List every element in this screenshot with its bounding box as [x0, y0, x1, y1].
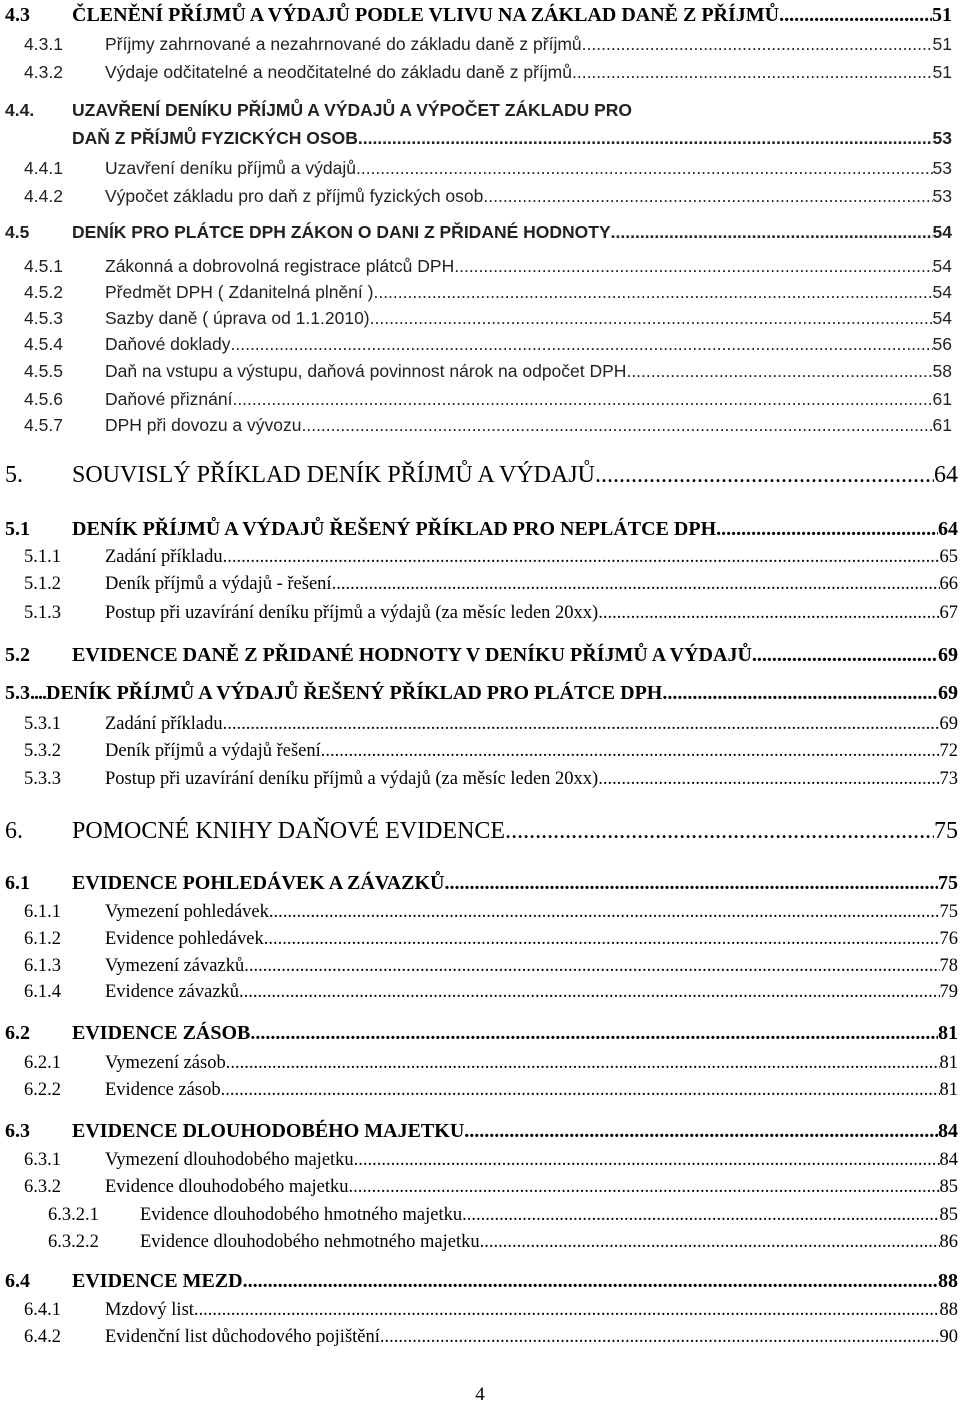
toc-entry-page: 85	[939, 1205, 958, 1225]
toc-entry-page: 56	[932, 334, 952, 354]
toc-dot-leader	[194, 1300, 940, 1321]
toc-dot-leader	[505, 818, 934, 845]
toc-entry[interactable]	[5, 1022, 958, 1045]
toc-entry[interactable]	[5, 462, 958, 489]
toc-entry-title: EVIDENCE DLOUHODOBÉHO MAJETKU	[72, 1120, 465, 1142]
toc-dot-leader	[370, 308, 933, 329]
toc-dot-leader	[264, 929, 940, 950]
toc-entry-title: Evidence pohledávek	[105, 929, 264, 949]
toc-entry-title: DENÍK PŘÍJMŮ A VÝDAJŮ ŘEŠENÝ PŘÍKLAD PRO NEPLÁTCE DPH	[72, 518, 717, 540]
toc-entry-number: 6.3.2	[24, 1177, 61, 1197]
toc-entry-number: 6.1.4	[24, 982, 61, 1002]
toc-entry-title: Vymezení závazků	[105, 956, 245, 976]
toc-entry-title: Evidence závazků	[105, 982, 240, 1002]
toc-entry-number: 6.4.1	[24, 1300, 61, 1320]
toc-entry-number: 4.5.4	[24, 334, 63, 354]
toc-dot-leader	[243, 1270, 938, 1293]
toc-entry[interactable]	[24, 62, 952, 83]
toc-entry-page: 61	[932, 389, 952, 409]
toc-entry[interactable]	[24, 308, 952, 329]
toc-entry-title: DENÍK PRO PLÁTCE DPH ZÁKON O DANI Z PŘIDANÉ HODNOTY	[72, 222, 611, 242]
toc-dot-leader	[582, 34, 933, 55]
toc-entry[interactable]	[24, 1053, 958, 1074]
toc-entry-page: 75	[934, 818, 958, 844]
toc-entry[interactable]	[24, 1300, 958, 1321]
toc-entry[interactable]	[24, 34, 952, 55]
toc-entry-title: UZAVŘENÍ DENÍKU PŘÍJMŮ A VÝDAJŮ A VÝPOČET ZÁKLADU PRO	[72, 100, 633, 120]
toc-entry-page: 66	[939, 574, 958, 594]
toc-dot-leader	[356, 158, 933, 179]
toc-entry[interactable]	[24, 282, 952, 303]
toc-entry-page: 67	[939, 603, 958, 623]
toc-entry[interactable]	[24, 603, 958, 624]
toc-dot-leader	[349, 1177, 940, 1198]
toc-entry-title: Evidence dlouhodobého nehmotného majetku	[140, 1232, 480, 1252]
toc-entry-title: SOUVISLÝ PŘÍKLAD DENÍK PŘÍJMŮ A VÝDAJŮ	[72, 462, 595, 488]
toc-entry-title: Deník příjmů a výdajů - řešení	[105, 574, 332, 594]
toc-entry[interactable]	[24, 389, 952, 410]
toc-entry-number: 4.5.2	[24, 282, 63, 302]
toc-dot-leader	[598, 603, 939, 624]
toc-dot-leader	[716, 518, 938, 541]
toc-entry[interactable]	[5, 518, 958, 541]
toc-dot-leader	[626, 361, 932, 382]
toc-entry[interactable]	[24, 415, 952, 436]
toc-entry-page: 85	[939, 1177, 958, 1197]
toc-entry-page: 78	[939, 956, 958, 976]
toc-dot-leader	[483, 186, 932, 207]
toc-dot-leader	[250, 1022, 938, 1045]
toc-entry-page: 81	[939, 1053, 958, 1073]
toc-entry-page: 65	[939, 547, 958, 567]
toc-entry[interactable]	[24, 547, 958, 568]
toc-entry-number: 5.3.2	[24, 741, 61, 761]
toc-entry-number: 6.1	[5, 872, 30, 894]
toc-dot-leader	[232, 389, 932, 410]
toc-entry-number: 4.5.1	[24, 256, 63, 276]
toc-entry[interactable]	[24, 186, 952, 207]
toc-entry-title: ČLENĚNÍ PŘÍJMŮ A VÝDAJŮ PODLE VLIVU NA ZÁKLAD DANĚ Z PŘÍJMŮ	[72, 4, 780, 26]
toc-entry-number: 6.1.1	[24, 902, 61, 922]
toc-entry-title: Evidence zásob	[105, 1080, 221, 1100]
toc-entry-number: 4.3	[5, 4, 30, 26]
toc-entry-number: 4.5.6	[24, 389, 63, 409]
toc-entry[interactable]	[24, 334, 952, 355]
toc-dot-leader	[598, 769, 939, 790]
toc-entry-number: 6.1.3	[24, 956, 61, 976]
toc-entry-number: 5.3.3	[24, 769, 61, 789]
toc-entry-title: Uzavření deníku příjmů a výdajů	[105, 158, 356, 178]
toc-entry-page: 54	[932, 256, 952, 276]
toc-dot-leader	[223, 547, 940, 568]
toc-dot-leader	[373, 282, 932, 303]
toc-entry-number: 5.3	[5, 682, 30, 704]
toc-number-leader: ....	[30, 682, 46, 704]
toc-entry-title: Zadání příkladu	[105, 714, 223, 734]
toc-entry-number: 6.4.2	[24, 1327, 61, 1347]
toc-entry-page: 51	[932, 4, 952, 26]
toc-entry-title: Výpočet základu pro daň z příjmů fyzických osob	[105, 186, 484, 206]
toc-entry-page: 86	[939, 1232, 958, 1252]
toc-entry[interactable]	[24, 256, 952, 277]
toc-entry-page: 64	[938, 518, 958, 540]
toc-entry-page: 53	[932, 128, 952, 148]
toc-entry-page: 75	[939, 902, 958, 922]
page-number: 4	[475, 1384, 485, 1405]
toc-dot-leader	[354, 1150, 940, 1171]
toc-entry[interactable]	[24, 1150, 958, 1171]
toc-entry-title: Deník příjmů a výdajů řešení	[105, 741, 321, 761]
toc-entry-title: Evidence dlouhodobého majetku	[105, 1177, 349, 1197]
toc-entry-title: Vymezení zásob	[105, 1053, 226, 1073]
toc-entry-page: 81	[939, 1080, 958, 1100]
toc-entry-number: 6.3.2.2	[48, 1232, 99, 1252]
toc-entry-number: 4.5.5	[24, 361, 63, 381]
toc-entry[interactable]	[24, 769, 958, 790]
toc-entry[interactable]	[24, 741, 958, 762]
toc-dot-leader	[321, 741, 940, 762]
toc-entry-number: 4.5.7	[24, 415, 63, 435]
toc-entry-page: 84	[938, 1120, 958, 1142]
toc-dot-leader	[462, 1205, 939, 1226]
toc-entry-number: 6.3.1	[24, 1150, 61, 1170]
toc-entry-title: Mzdový list	[105, 1300, 194, 1320]
toc-entry-title: Daňové přiznání	[105, 389, 233, 409]
toc-entry-page: 73	[939, 769, 958, 789]
toc-entry-number: 6.2	[5, 1022, 30, 1044]
toc-entry-number: 6.2.2	[24, 1080, 61, 1100]
toc-entry[interactable]	[5, 1270, 958, 1293]
toc-entry-title: Sazby daně ( úprava od 1.1.2010)	[105, 308, 370, 328]
toc-dot-leader	[454, 256, 932, 277]
toc-entry-page: 69	[938, 682, 958, 704]
toc-entry-title: Postup při uzavírání deníku příjmů a výdajů (za měsíc leden 20xx)	[105, 769, 599, 789]
toc-entry-page: 84	[939, 1150, 958, 1170]
toc-entry-title: EVIDENCE MEZD	[72, 1270, 243, 1292]
toc-entry-number: 4.4.2	[24, 186, 63, 206]
toc-entry[interactable]	[5, 128, 952, 149]
toc-entry[interactable]	[24, 902, 958, 923]
toc-dot-leader	[464, 1120, 938, 1143]
toc-entry-page: 72	[939, 741, 958, 761]
toc-entry-page: 81	[938, 1022, 958, 1044]
toc-entry[interactable]	[5, 1120, 958, 1143]
toc-dot-leader	[358, 128, 933, 149]
toc-dot-leader	[480, 1232, 940, 1253]
toc-entry-number: 6.3	[5, 1120, 30, 1142]
toc-entry-number: 6.	[5, 818, 23, 844]
toc-entry[interactable]	[5, 644, 958, 667]
toc-dot-leader	[231, 334, 933, 355]
toc-dot-leader	[301, 415, 932, 436]
toc-entry[interactable]	[5, 222, 952, 243]
toc-dot-leader	[572, 62, 933, 83]
toc-dot-leader	[595, 462, 934, 489]
toc-entry-title: Předmět DPH ( Zdanitelná plnění )	[105, 282, 374, 302]
toc-entry-page: 58	[932, 361, 952, 381]
toc-entry[interactable]	[5, 818, 958, 845]
toc-entry-page: 54	[932, 282, 952, 302]
toc-entry-number: 4.3.2	[24, 62, 63, 82]
toc-entry-title: Příjmy zahrnované a nezahrnované do základu daně z příjmů	[105, 34, 582, 54]
toc-entry-number: 5.2	[5, 644, 30, 666]
toc-dot-leader	[380, 1327, 940, 1348]
toc-entry-page: 69	[938, 644, 958, 666]
toc-entry-title: DPH při dovozu a vývozu	[105, 415, 302, 435]
toc-entry-page: 61	[932, 415, 952, 435]
toc-entry[interactable]	[48, 1232, 958, 1253]
toc-entry-title: Daň na vstupu a výstupu, daňová povinnost nárok na odpočet DPH	[105, 361, 627, 381]
toc-entry[interactable]	[5, 4, 952, 27]
toc-entry-number: 5.3.1	[24, 714, 61, 734]
toc-entry[interactable]	[5, 872, 958, 895]
toc-entry-title: Vymezení pohledávek	[105, 902, 269, 922]
toc-entry-page: 76	[939, 929, 958, 949]
toc-entry-title: Zadání příkladu	[105, 547, 223, 567]
toc-entry-page: 69	[939, 714, 958, 734]
toc-entry-number: 5.1.2	[24, 574, 61, 594]
toc-entry-number: 5.1.1	[24, 547, 61, 567]
toc-entry-page: 64	[934, 462, 958, 488]
toc-dot-leader	[752, 644, 938, 667]
toc-entry[interactable]	[5, 100, 952, 121]
toc-entry[interactable]	[24, 1080, 958, 1101]
toc-entry-title: Výdaje odčitatelné a neodčitatelné do základu daně z příjmů	[105, 62, 572, 82]
toc-entry-page: 79	[939, 982, 958, 1002]
toc-entry[interactable]	[24, 1177, 958, 1198]
toc-entry-title: DAŇ Z PŘÍJMŮ FYZICKÝCH OSOB	[72, 128, 358, 148]
toc-entry-title: Vymezení dlouhodobého majetku	[105, 1150, 354, 1170]
toc-dot-leader	[223, 714, 940, 735]
toc-entry[interactable]	[24, 1327, 958, 1348]
toc-entry-page: 88	[939, 1300, 958, 1320]
toc-entry-number: 6.4	[5, 1270, 30, 1292]
toc-entry-page: 75	[938, 872, 958, 894]
toc-entry-page: 53	[932, 186, 952, 206]
toc-entry-number: 4.5	[5, 222, 30, 242]
toc-entry-title: Daňové doklady	[105, 334, 231, 354]
toc-entry-number: 4.4.	[5, 100, 35, 120]
toc-entry[interactable]	[24, 714, 958, 735]
toc-dot-leader	[779, 4, 932, 27]
toc-entry[interactable]	[24, 982, 958, 1003]
toc-entry-number: 5.	[5, 462, 23, 488]
toc-entry-page: 54	[932, 222, 952, 242]
toc-dot-leader	[611, 222, 933, 243]
toc-entry-number: 5.1.3	[24, 603, 61, 623]
toc-dot-leader	[226, 1053, 940, 1074]
toc-entry[interactable]	[48, 1205, 958, 1226]
toc-entry[interactable]	[24, 158, 952, 179]
toc-entry-title: EVIDENCE POHLEDÁVEK A ZÁVAZKŮ	[72, 872, 445, 894]
toc-entry-page: 51	[932, 34, 952, 54]
toc-entry-number: 6.1.2	[24, 929, 61, 949]
toc-entry-number: 5.1	[5, 518, 30, 540]
toc-entry-title: EVIDENCE DANĚ Z PŘIDANÉ HODNOTY V DENÍKU PŘÍJMŮ A VÝDAJŮ	[72, 644, 752, 666]
toc-entry-number: 4.5.3	[24, 308, 63, 328]
toc-dot-leader	[244, 956, 939, 977]
toc-entry-title: Zákonná a dobrovolná registrace plátců DPH	[105, 256, 455, 276]
toc-dot-leader	[332, 574, 940, 595]
toc-entry-title: Evidenční list důchodového pojištění	[105, 1327, 380, 1347]
toc-entry-title: EVIDENCE ZÁSOB	[72, 1022, 251, 1044]
toc-dot-leader	[444, 872, 938, 895]
toc-entry-page: 88	[938, 1270, 958, 1292]
toc-entry-title: DENÍK PŘÍJMŮ A VÝDAJŮ ŘEŠENÝ PŘÍKLAD PRO PLÁTCE DPH	[46, 682, 663, 704]
toc-entry[interactable]	[24, 361, 952, 382]
toc-dot-leader	[269, 902, 940, 923]
toc-entry[interactable]	[24, 929, 958, 950]
toc-entry-number: 4.3.1	[24, 34, 63, 54]
toc-entry-title: Evidence dlouhodobého hmotného majetku	[140, 1205, 463, 1225]
toc-dot-leader	[239, 982, 939, 1003]
toc-entry-number: 4.4.1	[24, 158, 63, 178]
toc-entry[interactable]	[24, 956, 958, 977]
toc-entry-page: 51	[932, 62, 952, 82]
toc-entry-title: POMOCNÉ KNIHY DAŇOVÉ EVIDENCE	[72, 818, 506, 844]
toc-entry-page: 54	[932, 308, 952, 328]
toc-entry-title: Postup při uzavírání deníku příjmů a výdajů (za měsíc leden 20xx)	[105, 603, 599, 623]
toc-entry[interactable]	[24, 574, 958, 595]
toc-dot-leader	[221, 1080, 940, 1101]
toc-entry-number: 6.2.1	[24, 1053, 61, 1073]
toc-entry[interactable]	[5, 682, 958, 705]
toc-entry-page: 90	[939, 1327, 958, 1347]
toc-entry-page: 53	[932, 158, 952, 178]
toc-entry-number: 6.3.2.1	[48, 1205, 99, 1225]
toc-dot-leader	[662, 682, 938, 705]
